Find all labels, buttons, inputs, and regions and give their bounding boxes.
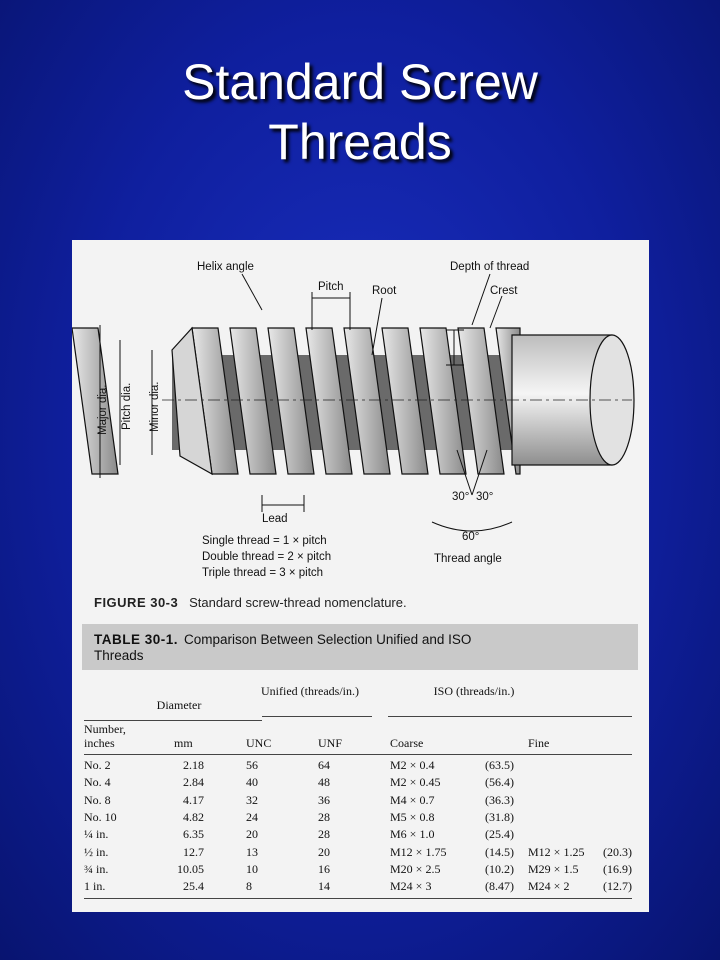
angle-right-label: 30° (476, 491, 494, 503)
root-label: Root (372, 285, 397, 297)
depth-of-thread-label: Depth of thread (450, 261, 530, 273)
table-cell-unf: 64 (318, 758, 330, 772)
table-cell-unc: 24 (246, 809, 258, 824)
table-cell-number: ½ in. (84, 844, 109, 859)
table-cell-coarse-tpi: (10.2) (485, 861, 514, 876)
col-header-mm: mm (174, 736, 193, 750)
double-thread-label: Double thread = 2 × pitch (202, 551, 332, 563)
iso-rule (388, 716, 632, 717)
table-cell-unc: 8 (246, 879, 252, 894)
table-cell-coarse-tpi: (56.4) (485, 775, 514, 790)
col-header-number: Number, inches (84, 722, 126, 750)
table-cell-coarse: M20 × 2.5 (390, 861, 441, 876)
table-cell-mm: 4.82 (183, 809, 204, 824)
table-cell-mm: 10.05 (177, 861, 204, 876)
table-cell-coarse-tpi: (25.4) (485, 827, 514, 842)
table-cell-coarse: M24 × 3 (390, 879, 432, 894)
table-cell-mm: 2.84 (183, 775, 204, 790)
unified-rule (262, 716, 372, 717)
screw-thread-diagram (72, 240, 649, 590)
table-cell-unc: 10 (246, 861, 258, 876)
table-cell-number: No. 2 (84, 758, 111, 772)
table-cell-mm: 25.4 (183, 879, 204, 894)
triple-thread-label: Triple thread = 3 × pitch (202, 567, 324, 579)
minor-dia-label: Minor dia. (149, 381, 161, 432)
table-cell-coarse-tpi: (8.47) (485, 879, 514, 894)
table-cell-number: No. 4 (84, 775, 111, 790)
table-cell-fine: M24 × 2 (528, 879, 570, 894)
table-cell-unf: 14 (318, 879, 330, 894)
table-cell-coarse: M12 × 1.75 (390, 844, 447, 859)
header-rule (84, 754, 632, 755)
bottom-rule (84, 898, 632, 899)
table-cell-unc: 56 (246, 758, 258, 772)
slide-title-line-1: Standard Screw (182, 54, 538, 110)
table-cell-coarse: M2 × 0.45 (390, 775, 441, 790)
table-cell-unf: 28 (318, 827, 330, 842)
table-cell-fine: M12 × 1.25 (528, 844, 585, 859)
table-cell-coarse-tpi: (31.8) (485, 809, 514, 824)
pitch-dia-label: Pitch dia. (121, 382, 133, 430)
slide-title (0, 52, 720, 172)
table-cell-mm: 12.7 (183, 844, 204, 859)
table-cell-unc: 13 (246, 844, 258, 859)
group-header-diameter: Diameter (156, 698, 202, 712)
table-number: TABLE 30-1. (94, 632, 179, 647)
thread-angle-label: Thread angle (434, 553, 502, 565)
table-cell-unc: 32 (246, 792, 258, 807)
table-cell-fine-tpi: (20.3) (603, 844, 632, 859)
table-cell-number: 1 in. (84, 879, 106, 894)
col-header-unf: UNF (318, 736, 343, 750)
slide-title-line-2: Threads (268, 114, 452, 170)
group-header-iso: ISO (threads/in.) (433, 684, 515, 698)
table-cell-coarse-tpi: (14.5) (485, 844, 514, 859)
table-cell-mm: 6.35 (183, 827, 204, 842)
table-cell-fine-tpi: (12.7) (603, 879, 632, 894)
figure-caption-text: Standard screw-thread nomenclature. (189, 595, 407, 610)
table-cell-unf: 48 (318, 775, 330, 790)
table-title-bar (82, 624, 638, 670)
table-title (94, 632, 474, 664)
angle-total-label: 60° (462, 531, 480, 543)
table-cell-mm: 4.17 (183, 792, 204, 807)
table-cell-coarse: M2 × 0.4 (390, 758, 435, 772)
pitch-label: Pitch (318, 281, 344, 293)
figure-caption-number: FIGURE 30-3 (94, 595, 179, 610)
diameter-rule (84, 720, 262, 721)
col-header-unc: UNC (246, 736, 272, 750)
table-cell-coarse: M4 × 0.7 (390, 792, 435, 807)
table-cell-mm: 2.18 (183, 758, 204, 772)
table-cell-unf: 28 (318, 809, 330, 824)
table-cell-coarse-tpi: (63.5) (485, 758, 514, 772)
table-cell-unc: 20 (246, 827, 258, 842)
single-thread-label: Single thread = 1 × pitch (202, 535, 327, 547)
table-cell-unf: 20 (318, 844, 330, 859)
figure-caption (94, 595, 407, 610)
table-cell-unf: 36 (318, 792, 330, 807)
table-cell-number: ¼ in. (84, 827, 109, 842)
group-header-unified: Unified (threads/in.) (261, 684, 359, 698)
angle-left-label: 30° (452, 491, 470, 503)
crest-label: Crest (490, 285, 518, 297)
table-cell-number: No. 10 (84, 809, 117, 824)
table-cell-fine: M29 × 1.5 (528, 861, 579, 876)
helix-angle-label: Helix angle (197, 261, 254, 273)
table-cell-unc: 40 (246, 775, 258, 790)
table-cell-coarse: M5 × 0.8 (390, 809, 435, 824)
table-cell-number: ¾ in. (84, 861, 109, 876)
table-cell-coarse-tpi: (36.3) (485, 792, 514, 807)
col-header-fine: Fine (528, 736, 550, 750)
major-dia-label: Major dia. (97, 384, 109, 435)
table-cell-fine-tpi: (16.9) (603, 861, 632, 876)
col-header-coarse: Coarse (390, 736, 424, 750)
scanned-page-image (72, 240, 649, 912)
table-cell-coarse: M6 × 1.0 (390, 827, 435, 842)
table-cell-number: No. 8 (84, 792, 111, 807)
lead-label: Lead (262, 513, 288, 525)
table-title-text: Comparison Between Selection Unified and ISO Threads (94, 632, 472, 663)
table-cell-unf: 16 (318, 861, 330, 876)
